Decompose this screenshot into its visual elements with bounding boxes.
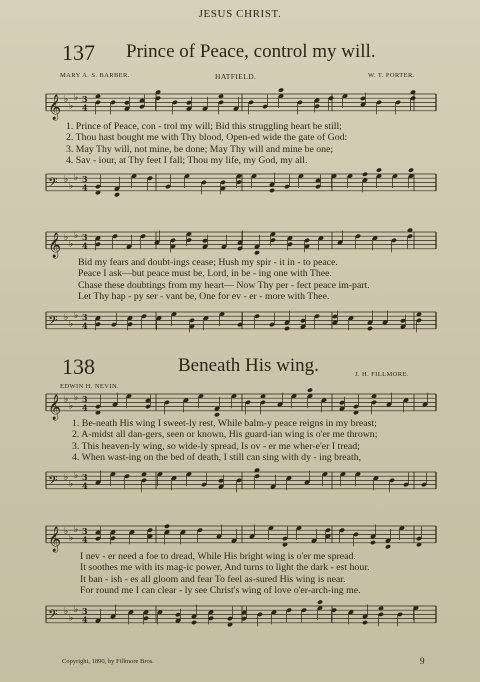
svg-text:♭: ♭ bbox=[74, 92, 79, 103]
svg-text:♭: ♭ bbox=[64, 527, 69, 538]
verse-line: 2. Thou hast bought me with Thy blood, Open-ed wide the gate of God: bbox=[66, 132, 348, 144]
svg-text:𝄞: 𝄞 bbox=[48, 94, 62, 120]
verse-line: Chase these doubtings from my heart— Now Thy per - fect peace im-part. bbox=[78, 279, 370, 291]
staff-system-137-b-treble bbox=[0, 222, 480, 262]
staff-system-137-a-bass bbox=[0, 164, 480, 204]
svg-text:𝄢: 𝄢 bbox=[48, 606, 58, 625]
page-number: 9 bbox=[420, 656, 425, 666]
svg-text:𝄢: 𝄢 bbox=[48, 472, 58, 491]
svg-text:♭: ♭ bbox=[74, 310, 79, 321]
svg-text:♭: ♭ bbox=[64, 95, 69, 106]
staff-system-138-a-bass bbox=[0, 462, 480, 502]
verse-line: 4. Sav - iour, at Thy feet I fall; Thou my life, my God, my all. bbox=[66, 154, 308, 166]
svg-text:♭: ♭ bbox=[69, 319, 74, 330]
hymn-number-138: 138 bbox=[62, 354, 95, 379]
svg-text:3: 3 bbox=[82, 231, 88, 242]
verse-line: Let Thy hap - py ser - vant be, One for ev - er - more with Thee. bbox=[78, 290, 330, 302]
verse-line: 3. May Thy will, not mine, be done; May Thy will and mine be one; bbox=[66, 143, 334, 155]
svg-text:♭: ♭ bbox=[64, 395, 69, 406]
verse-line: 1. Be-neath His wing I sweet-ly rest, While balm-y peace reigns in my breast; bbox=[72, 418, 377, 429]
svg-text:♭: ♭ bbox=[74, 172, 79, 183]
svg-text:♭: ♭ bbox=[64, 607, 69, 618]
verse-line: 1. Prince of Peace, con - trol my will; Bid this struggling heart be still; bbox=[66, 121, 342, 132]
hymn-composer-138: J. H. FILLMORE. bbox=[355, 371, 409, 378]
svg-text:3: 3 bbox=[82, 471, 88, 482]
svg-text:♭: ♭ bbox=[64, 233, 69, 244]
staff-system-137-b-bass bbox=[0, 302, 480, 342]
staff-system-138-b-bass bbox=[0, 596, 480, 636]
staff-system-138-b-treble bbox=[0, 516, 480, 556]
svg-text:3: 3 bbox=[82, 93, 88, 104]
hymn-138-verses-a bbox=[72, 418, 377, 463]
svg-text:♭: ♭ bbox=[64, 175, 69, 186]
svg-text:♭: ♭ bbox=[74, 230, 79, 241]
svg-text:♭: ♭ bbox=[69, 181, 74, 192]
svg-text:𝄢: 𝄢 bbox=[48, 312, 58, 331]
hymn-title-138: Beneath His wing. bbox=[178, 355, 319, 376]
svg-text:3: 3 bbox=[82, 173, 88, 184]
svg-text:♭: ♭ bbox=[74, 392, 79, 403]
svg-text:4: 4 bbox=[82, 182, 88, 193]
svg-text:4: 4 bbox=[82, 402, 88, 413]
hymn-tune-137: HATFIELD. bbox=[215, 72, 257, 81]
copyright-notice: Copyright, 1890, by Fillmore Bros. bbox=[62, 658, 154, 665]
verse-line: Bid my fears and doubt-ings cease; Hush my spir - it in - to peace. bbox=[78, 257, 338, 268]
svg-text:♭: ♭ bbox=[69, 533, 74, 544]
verse-line: I nev - er need a foe to dread, While His bright wing is o'er me spread. bbox=[80, 551, 356, 562]
verse-line: 2. A-midst all dan-gers, seen or known, His guard-ian wing is o'er me thrown; bbox=[72, 429, 378, 441]
svg-text:3: 3 bbox=[82, 311, 88, 322]
svg-text:♭: ♭ bbox=[69, 239, 74, 250]
staff-system-137-a-treble bbox=[0, 84, 480, 124]
svg-text:𝄞: 𝄞 bbox=[48, 232, 62, 258]
svg-text:♭: ♭ bbox=[64, 473, 69, 484]
svg-text:3: 3 bbox=[82, 393, 88, 404]
hymn-title-137: Prince of Peace, control my will. bbox=[126, 41, 376, 62]
hymn-137-verses-a bbox=[66, 121, 347, 166]
svg-text:4: 4 bbox=[82, 320, 88, 331]
svg-text:4: 4 bbox=[82, 240, 88, 251]
verse-line: For round me I can clear - ly see Christ's wing of love o'er-arch-ing me. bbox=[80, 584, 361, 596]
hymn-author-138: EDWIN H. NEVIN. bbox=[60, 383, 120, 390]
svg-text:♭: ♭ bbox=[69, 101, 74, 112]
svg-text:♭: ♭ bbox=[69, 401, 74, 412]
svg-text:♭: ♭ bbox=[74, 604, 79, 615]
section-heading: JESUS CHRIST. bbox=[198, 8, 282, 20]
svg-text:3: 3 bbox=[82, 605, 88, 616]
svg-text:4: 4 bbox=[82, 480, 88, 491]
svg-text:𝄞: 𝄞 bbox=[48, 394, 62, 420]
hymn-author-137: MARY A. S. BARBER. bbox=[60, 72, 130, 79]
svg-text:4: 4 bbox=[82, 102, 88, 113]
svg-text:♭: ♭ bbox=[69, 613, 74, 624]
svg-text:♭: ♭ bbox=[64, 313, 69, 324]
svg-text:♭: ♭ bbox=[69, 479, 74, 490]
svg-text:♭: ♭ bbox=[74, 524, 79, 535]
svg-text:𝄞: 𝄞 bbox=[48, 526, 62, 552]
verse-line: Peace I ask—but peace must be, Lord, in be - ing one with Thee. bbox=[78, 268, 332, 280]
svg-text:4: 4 bbox=[82, 534, 88, 545]
svg-text:4: 4 bbox=[82, 614, 88, 625]
svg-text:𝄢: 𝄢 bbox=[48, 174, 58, 193]
verse-line: 3. This heaven-ly wing, so wide-ly spread, Is ov - er me wher-e'er I tread; bbox=[72, 440, 360, 452]
verse-line: It ban - ish - es all gloom and fear To feel as-sured His wing is near. bbox=[80, 573, 346, 585]
hymn-138-verses-b bbox=[80, 551, 369, 596]
hymn-number-137: 137 bbox=[62, 40, 95, 65]
hymn-137-verses-b bbox=[78, 257, 370, 302]
svg-text:♭: ♭ bbox=[74, 470, 79, 481]
verse-line: It soothes me with its mag-ic power, And turns to light the dark - est hour. bbox=[80, 562, 370, 574]
svg-text:3: 3 bbox=[82, 525, 88, 536]
verse-line: 4. When wast-ing on the bed of death, I still can sing with dy - ing breath, bbox=[72, 451, 362, 463]
hymn-composer-137: W. T. PORTER. bbox=[368, 72, 415, 79]
